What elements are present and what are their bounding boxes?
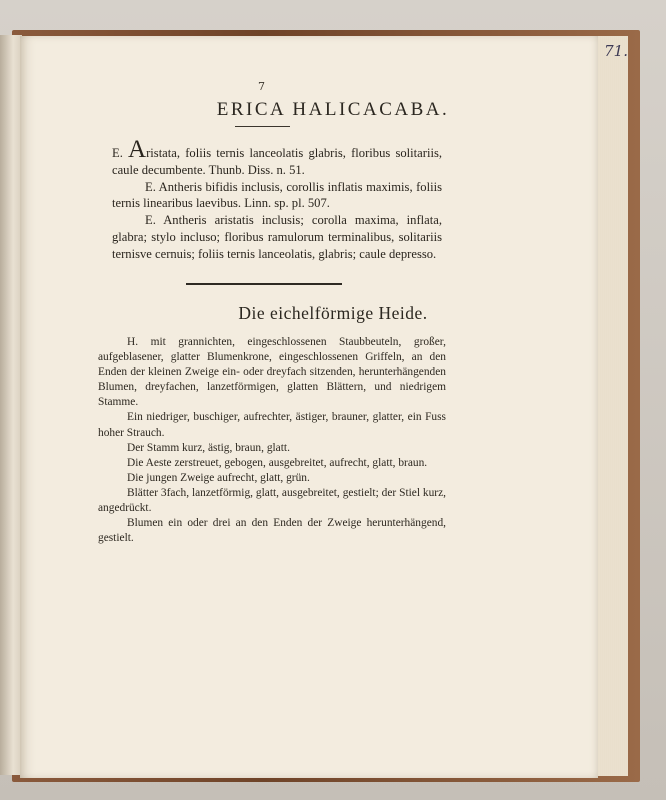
- page-title: ERICA HALICACABA.: [216, 99, 450, 120]
- german-heading: Die eichelförmige Heide.: [238, 303, 428, 323]
- facing-page-edge: [0, 35, 22, 775]
- drop-capital: A: [128, 136, 147, 163]
- latin-description: [112, 136, 442, 263]
- signature-mark: 7: [258, 80, 265, 93]
- folio-number: 71.: [604, 42, 628, 60]
- german-description: [98, 335, 446, 546]
- title-rule: [235, 126, 290, 127]
- latin-paragraph: E. Antheris aristatis inclusis; corolla maxima, inflata, glabra; stylo incluso; floribus ramulorum terminalibus, solitariis ternisve cernuis; foliis ternis lanceolatis, glabris; caule depresso.: [112, 213, 442, 261]
- german-paragraph: Der Stamm kurz, ästig, braun, glatt.: [127, 441, 290, 454]
- latin-paragraph: E. Antheris bifidis inclusis, corollis inflatis maximis, foliis ternis linearibus laevibus. Linn. sp. pl. 507.: [112, 179, 442, 211]
- german-paragraph: Blätter 3fach, lanzetförmig, glatt, ausgebreitet, gestielt; der Stiel kurz, angedrückt.: [98, 486, 446, 515]
- latin-text: ristata, foliis ternis lanceolatis glabris, floribus solitariis, caule decumbente. Thunb. Diss. n. 51.: [112, 146, 442, 177]
- german-paragraph: Ein niedriger, buschiger, aufrechter, ästiger, brauner, glatter, ein Fuss hoher Strauch.: [98, 411, 446, 439]
- german-paragraph: Die jungen Zweige aufrecht, glatt, grün.: [127, 471, 310, 484]
- german-paragraph: H. mit grannichten, eingeschlossenen Staubbeuteln, großer, aufgeblasener, glatter Blumenkrone, eingeschlossenen Griffeln, an den Enden der kleinen Zweige ein- oder dreyfach sitzenden, herunterhängenden Blumen, dreyfachen, lanzetförmigen, glatten Blättern, und niedrigem Stamme.: [98, 336, 446, 409]
- german-paragraph: Die Aeste zerstreuet, gebogen, ausgebreitet, aufrecht, glatt, braun.: [127, 456, 428, 469]
- german-paragraph: Blumen ein oder drei an den Enden der Zweige herunterhängend, gestielt.: [98, 517, 446, 545]
- latin-paragraph: [112, 136, 442, 179]
- section-rule: [186, 283, 342, 285]
- latin-lead: E.: [112, 146, 129, 160]
